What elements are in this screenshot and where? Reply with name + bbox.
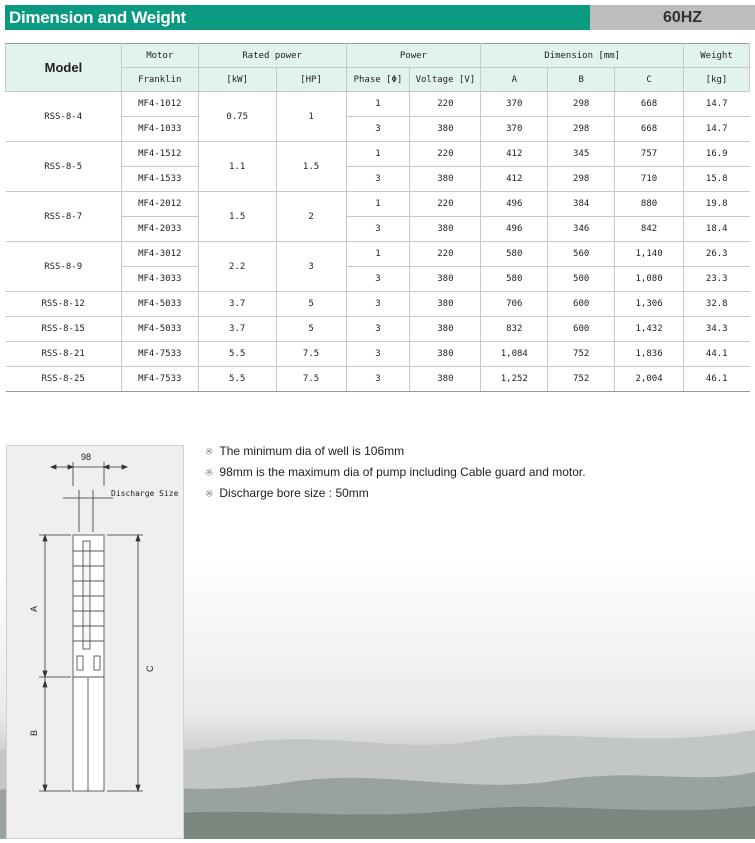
cell-voltage: 380 xyxy=(410,292,481,317)
cell-model: RSS-8-15 xyxy=(6,317,122,342)
header-motor: Motor xyxy=(121,44,198,68)
cell-c: 842 xyxy=(615,217,684,242)
note-item xyxy=(205,444,586,465)
header-b: B xyxy=(548,68,615,92)
dimension-b-label: B xyxy=(29,729,39,736)
dimension-c-label: C xyxy=(145,665,155,672)
header-power: Power xyxy=(346,44,481,68)
cell-weight: 26.3 xyxy=(684,242,750,267)
cell-weight: 19.8 xyxy=(684,192,750,217)
cell-motor: MF4-1533 xyxy=(121,167,198,192)
cell-model: RSS-8-5 xyxy=(6,142,122,192)
cell-kw: 2.2 xyxy=(198,242,276,292)
cell-model: RSS-8-7 xyxy=(6,192,122,242)
cell-a: 412 xyxy=(481,142,548,167)
section-title: Dimension and Weight xyxy=(5,5,590,30)
cell-motor: MF4-1512 xyxy=(121,142,198,167)
cell-motor: MF4-3033 xyxy=(121,267,198,292)
table-row xyxy=(6,242,750,267)
cell-motor: MF4-2033 xyxy=(121,217,198,242)
table-row xyxy=(6,142,750,167)
table-row xyxy=(6,292,750,317)
cell-voltage: 380 xyxy=(410,167,481,192)
header-motor-brand: Franklin xyxy=(121,68,198,92)
cell-voltage: 220 xyxy=(410,192,481,217)
cell-hp: 2 xyxy=(276,192,346,242)
cell-a: 580 xyxy=(481,267,548,292)
cell-b: 560 xyxy=(548,242,615,267)
cell-a: 1,084 xyxy=(481,342,548,367)
cell-a: 370 xyxy=(481,92,548,117)
cell-motor: MF4-2012 xyxy=(121,192,198,217)
cell-weight: 14.7 xyxy=(684,92,750,117)
cell-motor: MF4-5033 xyxy=(121,317,198,342)
table-row xyxy=(6,342,750,367)
cell-hp: 5 xyxy=(276,317,346,342)
cell-phase: 1 xyxy=(346,92,410,117)
cell-phase: 1 xyxy=(346,192,410,217)
cell-b: 298 xyxy=(548,92,615,117)
cell-a: 412 xyxy=(481,167,548,192)
cell-c: 1,140 xyxy=(615,242,684,267)
dimension-a-label: A xyxy=(29,605,39,612)
table-row xyxy=(6,317,750,342)
cell-weight: 46.1 xyxy=(684,367,750,392)
cell-weight: 16.9 xyxy=(684,142,750,167)
section-header xyxy=(5,5,755,30)
header-a: A xyxy=(481,68,548,92)
cell-motor: MF4-1012 xyxy=(121,92,198,117)
cell-a: 1,252 xyxy=(481,367,548,392)
cell-weight: 32.8 xyxy=(684,292,750,317)
cell-phase: 3 xyxy=(346,367,410,392)
cell-b: 384 xyxy=(548,192,615,217)
cell-c: 1,432 xyxy=(615,317,684,342)
cell-c: 1,836 xyxy=(615,342,684,367)
cell-a: 496 xyxy=(481,217,548,242)
cell-c: 710 xyxy=(615,167,684,192)
cell-c: 668 xyxy=(615,92,684,117)
cell-voltage: 380 xyxy=(410,317,481,342)
cell-hp: 3 xyxy=(276,242,346,292)
note-text: The minimum dia of well is 106mm xyxy=(219,444,405,458)
cell-phase: 1 xyxy=(346,242,410,267)
cell-motor: MF4-3012 xyxy=(121,242,198,267)
cell-a: 580 xyxy=(481,242,548,267)
cell-a: 706 xyxy=(481,292,548,317)
cell-kw: 3.7 xyxy=(198,292,276,317)
cell-phase: 3 xyxy=(346,317,410,342)
cell-a: 370 xyxy=(481,117,548,142)
cell-model: RSS-8-4 xyxy=(6,92,122,142)
header-voltage: Voltage [V] xyxy=(410,68,481,92)
note-item xyxy=(205,465,586,486)
cell-voltage: 380 xyxy=(410,117,481,142)
cell-hp: 1.5 xyxy=(276,142,346,192)
header-rated-power: Rated power xyxy=(198,44,346,68)
header-weight: Weight xyxy=(684,44,750,68)
cell-motor: MF4-7533 xyxy=(121,342,198,367)
cell-b: 600 xyxy=(548,317,615,342)
cell-hp: 7.5 xyxy=(276,342,346,367)
cell-b: 346 xyxy=(548,217,615,242)
cell-c: 1,306 xyxy=(615,292,684,317)
cell-weight: 15.8 xyxy=(684,167,750,192)
cell-motor: MF4-7533 xyxy=(121,367,198,392)
table-row xyxy=(6,192,750,217)
header-model: Model xyxy=(6,44,122,92)
cell-motor: MF4-5033 xyxy=(121,292,198,317)
cell-phase: 3 xyxy=(346,267,410,292)
pump-drawing xyxy=(7,446,183,838)
cell-c: 2,004 xyxy=(615,367,684,392)
width-label: 98 xyxy=(80,452,92,462)
notes-list xyxy=(205,444,586,507)
reference-mark-icon: ※ xyxy=(205,468,214,479)
cell-hp: 5 xyxy=(276,292,346,317)
frequency-badge: 60HZ xyxy=(590,5,755,30)
cell-a: 496 xyxy=(481,192,548,217)
cell-phase: 3 xyxy=(346,342,410,367)
reference-mark-icon: ※ xyxy=(205,489,214,500)
reference-mark-icon: ※ xyxy=(205,447,214,458)
cell-motor: MF4-1033 xyxy=(121,117,198,142)
cell-b: 298 xyxy=(548,167,615,192)
header-weight-unit: [kg] xyxy=(684,68,750,92)
cell-b: 298 xyxy=(548,117,615,142)
header-dimension: Dimension [mm] xyxy=(481,44,684,68)
cell-hp: 7.5 xyxy=(276,367,346,392)
cell-phase: 1 xyxy=(346,142,410,167)
cell-voltage: 220 xyxy=(410,92,481,117)
note-text: 98mm is the maximum dia of pump including Cable guard and motor. xyxy=(219,465,586,479)
cell-a: 832 xyxy=(481,317,548,342)
cell-weight: 14.7 xyxy=(684,117,750,142)
cell-kw: 1.1 xyxy=(198,142,276,192)
cell-voltage: 380 xyxy=(410,217,481,242)
cell-c: 1,080 xyxy=(615,267,684,292)
pump-dimension-figure xyxy=(6,445,184,839)
cell-phase: 3 xyxy=(346,292,410,317)
cell-weight: 23.3 xyxy=(684,267,750,292)
header-phase: Phase [Φ] xyxy=(346,68,410,92)
cell-voltage: 220 xyxy=(410,242,481,267)
cell-weight: 34.3 xyxy=(684,317,750,342)
cell-phase: 3 xyxy=(346,217,410,242)
cell-kw: 5.5 xyxy=(198,367,276,392)
cell-hp: 1 xyxy=(276,92,346,142)
cell-c: 757 xyxy=(615,142,684,167)
cell-b: 500 xyxy=(548,267,615,292)
cell-weight: 18.4 xyxy=(684,217,750,242)
header-hp: [HP] xyxy=(276,68,346,92)
table-row xyxy=(6,92,750,117)
table-row xyxy=(6,367,750,392)
cell-voltage: 380 xyxy=(410,342,481,367)
cell-voltage: 380 xyxy=(410,267,481,292)
cell-model: RSS-8-12 xyxy=(6,292,122,317)
cell-b: 752 xyxy=(548,367,615,392)
note-item xyxy=(205,486,586,507)
cell-kw: 0.75 xyxy=(198,92,276,142)
note-text: Discharge bore size : 50mm xyxy=(219,486,369,500)
header-c: C xyxy=(615,68,684,92)
cell-c: 880 xyxy=(615,192,684,217)
header-kw: [kW] xyxy=(198,68,276,92)
cell-kw: 3.7 xyxy=(198,317,276,342)
cell-kw: 5.5 xyxy=(198,342,276,367)
cell-b: 752 xyxy=(548,342,615,367)
cell-model: RSS-8-21 xyxy=(6,342,122,367)
cell-b: 345 xyxy=(548,142,615,167)
cell-b: 600 xyxy=(548,292,615,317)
cell-phase: 3 xyxy=(346,117,410,142)
cell-voltage: 220 xyxy=(410,142,481,167)
cell-c: 668 xyxy=(615,117,684,142)
discharge-size-label: Discharge Size xyxy=(111,489,179,498)
cell-voltage: 380 xyxy=(410,367,481,392)
dimension-weight-table xyxy=(5,43,750,392)
cell-phase: 3 xyxy=(346,167,410,192)
cell-kw: 1.5 xyxy=(198,192,276,242)
cell-model: RSS-8-9 xyxy=(6,242,122,292)
cell-model: RSS-8-25 xyxy=(6,367,122,392)
cell-weight: 44.1 xyxy=(684,342,750,367)
